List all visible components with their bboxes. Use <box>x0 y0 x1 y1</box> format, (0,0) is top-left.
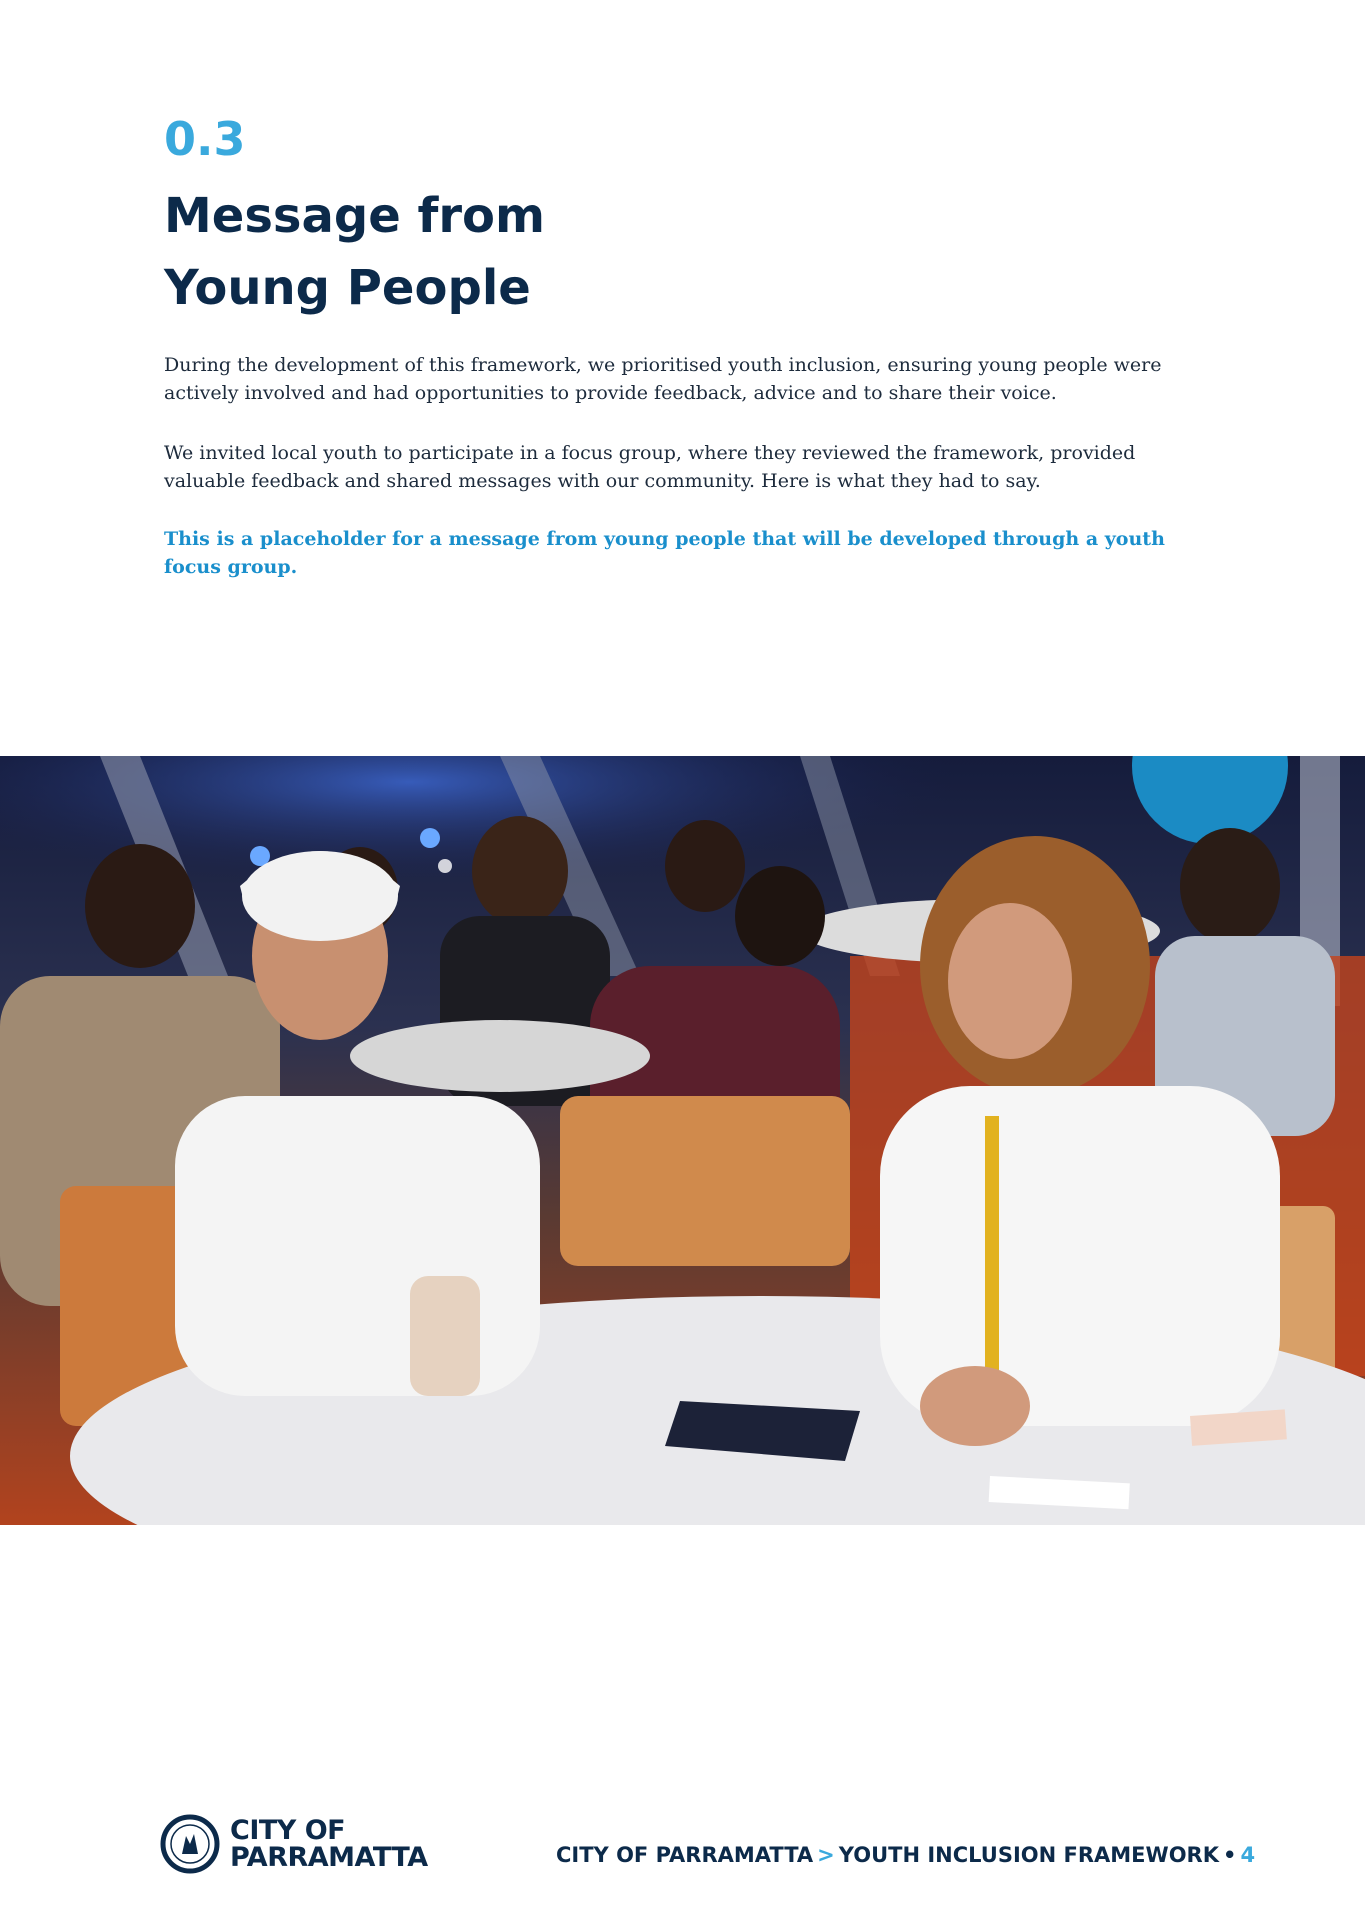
photo-illustration <box>0 756 1365 1525</box>
page-title-line-2: Young People <box>164 260 531 316</box>
logo-line-2: PARRAMATTA <box>230 1842 428 1873</box>
page-title <box>164 180 864 324</box>
logo-wordmark <box>230 1817 428 1871</box>
breadcrumb-org: CITY OF PARRAMATTA <box>556 1843 814 1867</box>
focus-group-paragraph: We invited local youth to participate in a focus group, where they reviewed the framework, provided valuable feedback and shared messages with our community. Here is what they had to say. <box>164 442 1136 492</box>
page-title-line-1: Message from <box>164 188 546 244</box>
breadcrumb-bullet: • <box>1223 1843 1237 1867</box>
footer-breadcrumb <box>556 1843 1255 1867</box>
intro-paragraph: During the development of this framework, we prioritised youth inclusion, ensuring young people were actively involved and had opportunities to provide feedback, advice and to share their voice. <box>164 354 1162 404</box>
focus-group-photo <box>0 756 1365 1525</box>
page-number: 4 <box>1240 1843 1256 1867</box>
city-seal-icon <box>160 1814 220 1874</box>
logo-line-1: CITY OF <box>230 1815 346 1846</box>
placeholder-message: This is a placeholder for a message from young people that will be developed through a youth focus group. <box>164 528 1165 578</box>
breadcrumb-separator: > <box>817 1843 835 1867</box>
city-logo <box>160 1812 428 1876</box>
section-number: 0.3 <box>164 112 246 166</box>
breadcrumb-document: YOUTH INCLUSION FRAMEWORK <box>838 1843 1219 1867</box>
